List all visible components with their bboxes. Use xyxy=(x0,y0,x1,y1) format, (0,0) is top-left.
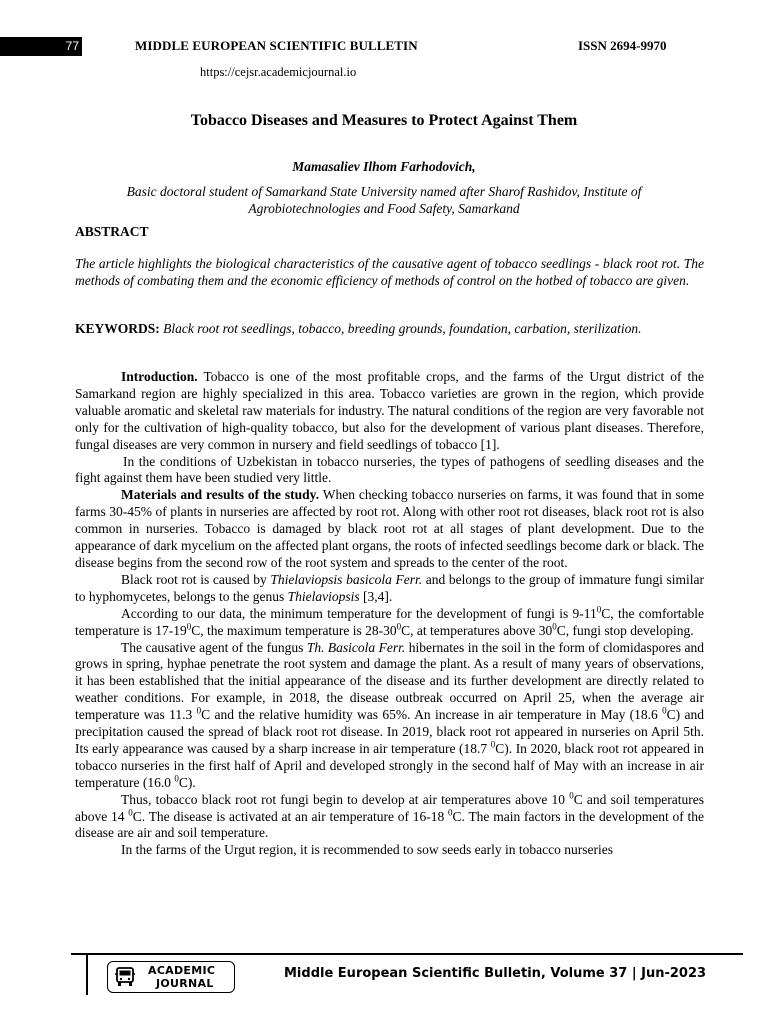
degree-sup: 0 xyxy=(569,790,574,801)
abstract-heading: ABSTRACT xyxy=(75,224,149,239)
keywords-text: Black root rot seedlings, tobacco, breeding grounds, foundation, carbation, sterilization. xyxy=(163,321,642,336)
p6-text-a: The causative agent of the fungus xyxy=(121,639,307,655)
p6-text-f: C). xyxy=(178,774,196,790)
paragraph-7 xyxy=(75,792,704,843)
degree-sup: 0 xyxy=(174,773,179,784)
p7-text-a: Thus, tobacco black root rot fungi begin to develop at air temperatures above 10 xyxy=(121,791,570,807)
academic-journal-logo xyxy=(107,961,235,993)
p4-genus: Thielaviopsis xyxy=(287,588,360,604)
p4-species: Thielaviopsis basicola Ferr. xyxy=(270,571,423,587)
p4-text-b: and belongs to the group of immature fungi similar to hyphomycetes, belongs to the genus xyxy=(75,571,705,604)
page-number: 77 xyxy=(0,37,82,56)
logo-text-line2: JOURNAL xyxy=(156,977,214,990)
p4-text-c: [3,4]. xyxy=(359,588,393,604)
p6-text-d: C) and precipitation caused the spread of black root rot disease. In 2019, black root rot appeared in nurseries on April 5th. Its early appearance was caused by a sharp increase in air temperature (18.7 xyxy=(75,707,704,756)
footer-rule xyxy=(71,953,743,955)
article-title: Tobacco Diseases and Measures to Protect Against Them xyxy=(190,112,578,129)
degree-sup: 0 xyxy=(396,621,402,632)
degree-sup: 0 xyxy=(128,807,133,818)
keywords xyxy=(75,320,704,337)
degree-sup: 0 xyxy=(596,604,602,615)
journal-url[interactable]: https://cejsr.academicjournal.io xyxy=(200,65,357,79)
p5-text-a: According to our data, the minimum temperature for the development of fungi is 9-11 xyxy=(121,605,597,621)
degree-sup: 0 xyxy=(196,705,202,716)
p6-text-e: C). In 2020, black root rot appeared in tobacco nurseries in the first half of April and developed strongly in the second half of May with an increase in air temperature (16.0 xyxy=(75,740,704,790)
p7-text-c: C. The disease is activated at an air temperature of 16-18 xyxy=(132,808,449,824)
footer-citation: Middle European Scientific Bulletin, Volume 37 | Jun-2023 xyxy=(284,966,707,981)
author-affiliation: Basic doctoral student of Samarkand State University named after Sharof Rashidov, Institute of Agrobiotechnologies and Food Safety, Samarkand xyxy=(126,184,642,216)
paragraph-8: In the farms of the Urgut region, it is recommended to sow seeds early in tobacco nurseries xyxy=(121,842,613,858)
paragraph-materials xyxy=(75,487,704,572)
footer-vertical-rule xyxy=(86,955,88,995)
p5-text-b: C, the comfortable temperature is 17-19 xyxy=(75,605,704,638)
issn: ISSN 2694-9970 xyxy=(578,38,667,53)
paragraph-4 xyxy=(75,572,704,606)
paragraph-5 xyxy=(75,606,704,640)
p5-text-d: C, at temperatures above 30 xyxy=(401,622,553,638)
materials-text: When checking tobacco nurseries on farms, it was found that in some farms 30-45% of plants in nurseries are affected by root rot. Along with other root rot diseases, black root rot is also common in nurseries. Tobacco is damaged by black root rot at all stages of plant development. Due to the appearance of dark mycelium on the affected plant organs, the roots of infected seedlings become dark or black. The disease begins from the second row of the root system and spreads to the center of the root. xyxy=(75,487,705,570)
degree-sup: 0 xyxy=(552,621,557,632)
degree-sup: 0 xyxy=(448,807,453,818)
keywords-label: KEYWORDS: xyxy=(75,321,160,336)
author-name: Mamasaliev Ilhom Farhodovich, xyxy=(292,159,476,174)
p5-text-c: C, the maximum temperature is 28-30 xyxy=(191,622,397,638)
materials-label: Materials and results of the study. xyxy=(121,487,320,503)
p5-text-e: C, fungi stop developing. xyxy=(556,622,694,638)
degree-sup: 0 xyxy=(186,621,192,632)
degree-sup: 0 xyxy=(490,739,496,750)
logo-text-line1: ACADEMIC xyxy=(148,964,216,977)
article-body xyxy=(75,369,704,859)
bus-icon xyxy=(114,966,136,988)
paragraph-2: In the conditions of Uzbekistan in tobacco nurseries, the types of pathogens of seedling diseases and the fight against them have been studied very little. xyxy=(75,453,704,486)
journal-name: MIDDLE EUROPEAN SCIENTIFIC BULLETIN xyxy=(135,38,418,53)
introduction-text: Tobacco is one of the most profitable crops, and the farms of the Urgut district of the Samarkand region are highly specialized in this area. Tobacco varieties are grown in the region, which provide valuable aromatic and skeletal raw materials for industry. The natural conditions of the region are very favorable not only for the cultivation of high-quality tobacco, but also for the development of various plant diseases. Therefore, fungal diseases are very common in nursery and field seedlings of tobacco [1]. xyxy=(75,369,704,452)
p7-text-d: C. The main factors in the development of the disease are air and soil temperature. xyxy=(75,808,705,841)
p7-text-b: C and soil temperatures above 14 xyxy=(75,791,705,824)
introduction-label: Introduction. xyxy=(121,369,198,384)
p6-text-b: hibernates in the soil in the form of clomidaspores and grows in spring, hyphae penetrate the root system and damage the plant. As a result of many years of observations, it has been established that the initial appearance of the disease and its further development are directly related to weather conditions. For example, in 2018, the disease outbreak occurred on April 25, when the average air temperature was 11.3 xyxy=(75,639,704,723)
degree-sup: 0 xyxy=(662,705,667,716)
p6-species: Th. Basicola Ferr. xyxy=(306,639,406,655)
paragraph-6 xyxy=(75,640,704,792)
p4-text-a: Black root rot is caused by xyxy=(121,571,271,587)
p6-text-c: C and the relative humidity was 65%. An increase in air temperature in May (18.6 xyxy=(201,707,663,723)
paragraph-introduction xyxy=(75,369,704,454)
abstract-text: The article highlights the biological characteristics of the causative agent of tobacco seedlings - black root rot. The methods of combating them and the economic efficiency of methods of control on the hotbed of tobacco are given. xyxy=(75,256,704,288)
